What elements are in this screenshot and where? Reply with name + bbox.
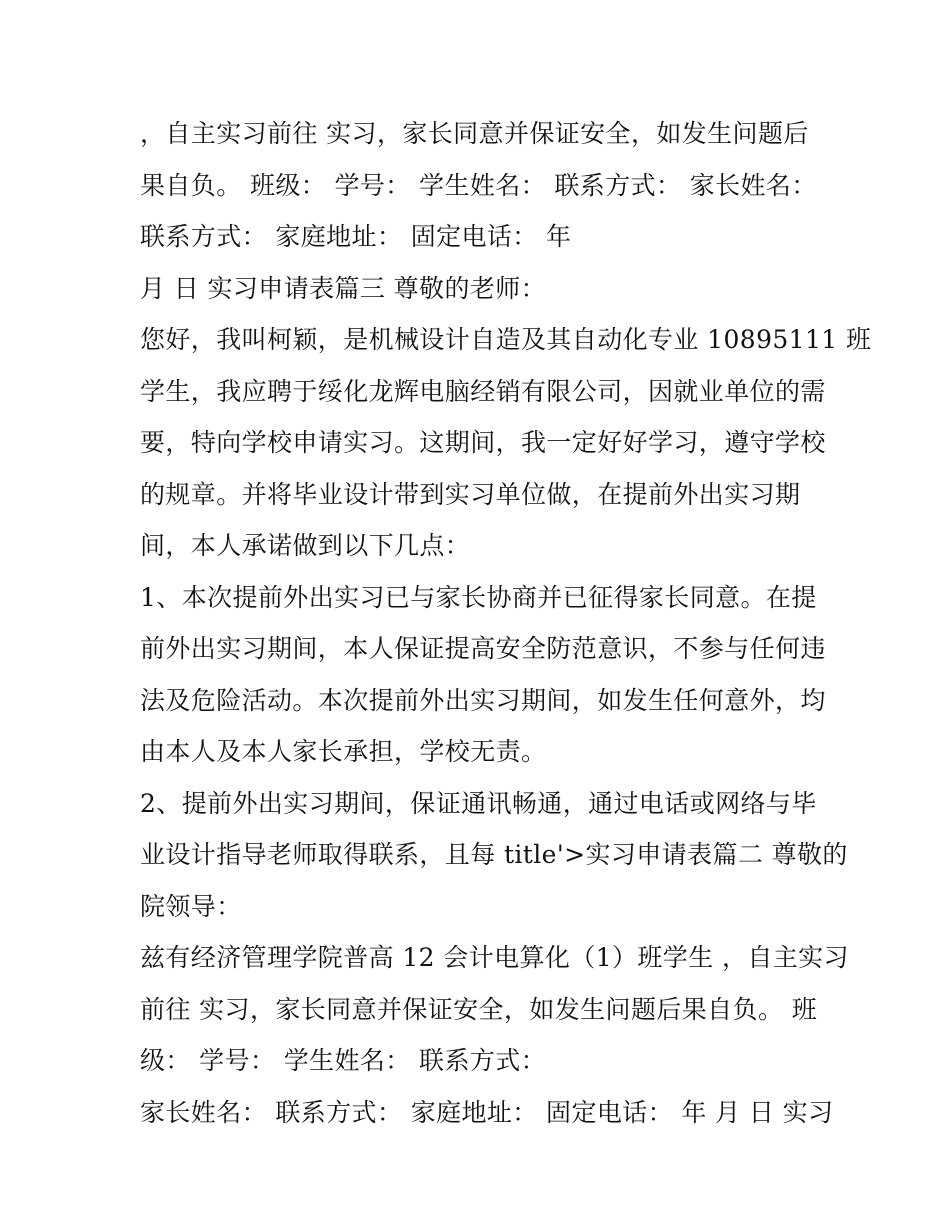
document-body bbox=[140, 108, 872, 1138]
text-line: 果自负。 班级： 学号： 学生姓名： 联系方式： 家长姓名： bbox=[140, 170, 817, 200]
text-line: 前外出实习期间，本人保证提高安全防范意识，不参与任何违 bbox=[140, 634, 826, 663]
text-line: 间，本人承诺做到以下几点： bbox=[140, 531, 471, 560]
text-line: 要，特向学校申请实习。这期间，我一定好好学习，遵守学校 bbox=[140, 428, 826, 457]
text-line: 月 日 实习申请表篇三 尊敬的老师： bbox=[140, 273, 547, 303]
text-line: 级： 学号： 学生姓名： 联系方式： bbox=[140, 1046, 547, 1075]
text-line: 的规章。并将毕业设计带到实习单位做，在提前外出实习期 bbox=[140, 479, 801, 509]
text-line: 1、本次提前外出实习已与家长协商并已征得家长同意。在提 bbox=[140, 582, 817, 612]
text-line: 2、提前外出实习期间，保证通讯畅通，通过电话或网络与毕 bbox=[140, 788, 817, 818]
text-line: 法及危险活动。本次提前外出实习期间，如发生任何意外，均 bbox=[140, 685, 826, 715]
text-line: 由本人及本人家长承担，学校无责。 bbox=[140, 737, 547, 766]
text-line: 兹有经济管理学院普高 12 会计电算化（1）班学生 ，自主实习 bbox=[140, 943, 849, 972]
text-line: 家长姓名： 联系方式： 家庭地址： 固定电话： 年 月 日 实习 bbox=[140, 1097, 834, 1127]
text-line: 院领导： bbox=[140, 891, 242, 921]
text-line: ，自主实习前往 实习，家长同意并保证安全，如发生问题后 bbox=[140, 119, 809, 148]
text-line: 前往 实习，家长同意并保证安全，如发生问题后果自负。 班 bbox=[140, 994, 818, 1024]
text-line: 学生，我应聘于绥化龙辉电脑经销有限公司，因就业单位的需 bbox=[140, 376, 826, 406]
text-line: 联系方式： 家庭地址： 固定电话： 年 bbox=[140, 222, 572, 251]
text-line: 您好，我叫柯颖，是机械设计自造及其自动化专业 10895111 班 bbox=[140, 325, 872, 354]
text-line: 业设计指导老师取得联系，且每 title'>实习申请表篇二 尊敬的 bbox=[140, 840, 848, 869]
